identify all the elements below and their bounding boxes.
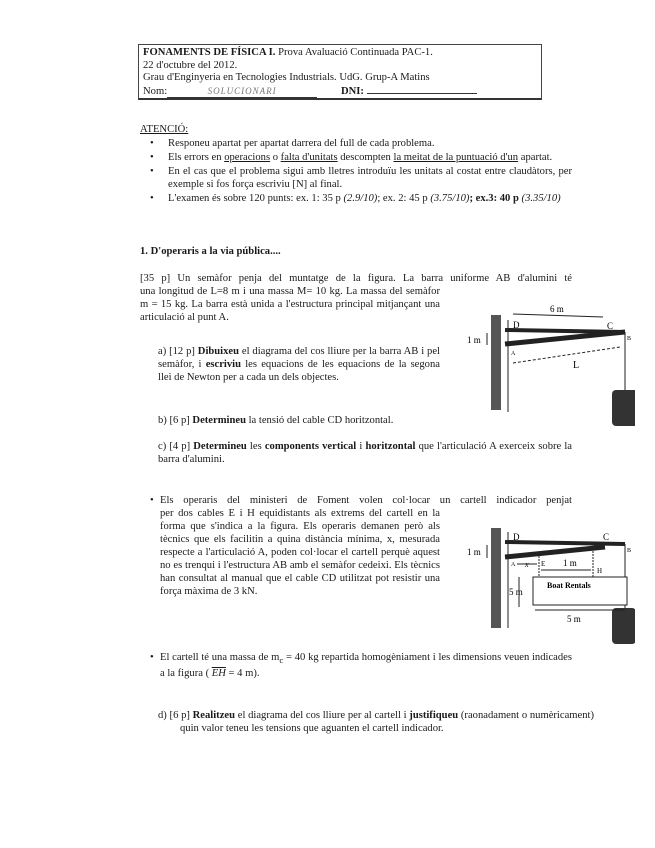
q-bold: Dibuixeu bbox=[197, 346, 240, 357]
q-text: el diagrama del cos lliure per la barra AB i pel semàfor, i bbox=[158, 346, 441, 370]
problem-title: 1. D'operaris a la via pública.... bbox=[140, 246, 281, 257]
q-text: c) [4 p] bbox=[158, 441, 194, 452]
exam-title: Prova Avaluació Continuada PAC-1. bbox=[275, 47, 433, 58]
bullet-text: El cartell té una massa de m bbox=[160, 652, 280, 663]
q-bold: components vertical bbox=[264, 441, 357, 452]
label-6m: 6 m bbox=[550, 304, 564, 314]
label-L: L bbox=[573, 360, 580, 371]
label-C: C bbox=[603, 532, 610, 542]
attention-text: apartat. bbox=[518, 152, 553, 163]
label-A: A bbox=[511, 351, 516, 357]
dni-label: DNI: bbox=[340, 85, 364, 97]
label-x: x bbox=[525, 560, 529, 569]
q-text: a) [12 p] bbox=[158, 346, 198, 357]
q-text: b) [6 p] bbox=[158, 415, 193, 426]
label-height: 5 m bbox=[509, 587, 523, 597]
figure-2-sign-structure bbox=[455, 522, 635, 647]
q-text: les bbox=[246, 441, 265, 452]
attention-text: descompten bbox=[337, 152, 394, 163]
attention-text: ; ex.3: 40 p bbox=[469, 193, 522, 204]
name-field[interactable]: SOLUCIONARI bbox=[167, 85, 317, 99]
underlined-text: falta d'unitats bbox=[280, 152, 338, 163]
attention-list bbox=[140, 137, 572, 206]
figure-1-traffic-light-structure bbox=[455, 300, 635, 430]
label-width: 5 m bbox=[567, 614, 581, 624]
label-1m: 1 m bbox=[467, 335, 481, 345]
attention-text: En el cas que el problema sigui amb lletres introduïu les unitats al costat entre claudàtors, per exemple si fos força escriviu [N] al final. bbox=[168, 166, 572, 190]
q-bold: justifiqueu bbox=[409, 710, 459, 721]
label-D: D bbox=[513, 320, 520, 330]
exam-header-box bbox=[138, 44, 542, 100]
q-bold: horitzontal bbox=[365, 441, 416, 452]
subscript: c bbox=[279, 655, 284, 666]
attention-text: Els errors en bbox=[168, 152, 225, 163]
degree-line: Grau d'Enginyeria en Tecnologies Industrials. UdG. Grup-A Matins bbox=[143, 72, 430, 83]
attention-item bbox=[140, 192, 572, 205]
question-b bbox=[158, 414, 393, 427]
attention-text: L'examen és sobre 120 punts: ex. 1: 35 p bbox=[168, 193, 344, 204]
wall-post bbox=[491, 315, 501, 410]
dim-6m bbox=[513, 314, 603, 317]
italic-text: (3.35/10) bbox=[521, 193, 561, 204]
attention-text: Responeu apartat per apartat darrera del full de cada problema. bbox=[168, 138, 435, 149]
italic-text: (2.9/10) bbox=[343, 193, 378, 204]
q-text: d) [6 p] bbox=[158, 710, 193, 721]
label-B: B bbox=[627, 336, 632, 342]
intro-first-line: [35 p] Un semàfor penja del muntatge de la figura. La barra uniforme AB d'alumini té bbox=[140, 273, 572, 284]
q-text: (raonadament o numèricament) quin valor teneu les tensions que aguanten el cartell indicador. bbox=[180, 710, 594, 734]
q-bold: Determineu bbox=[193, 441, 247, 452]
underlined-text: operacions bbox=[224, 152, 271, 163]
bullet-text: per dos cables E i H equidistants als extrems del cartell en la forma que s'indica a la figura. Els operaris demanen però als tècnics que els facilitin a quina distància mínima, x, mesurada respecte a l'articulació A, poden col·locar el cartell perquè aquest no es trenqui i l'estructura AB amb el semàfor cedeixi. Els tècnics han consultat al manual que el cable CD utilitzat pot resistir una força màxima de 3 kN. bbox=[160, 508, 440, 597]
attention-title: ATENCIÓ: bbox=[140, 124, 189, 135]
bullet-item bbox=[140, 651, 572, 680]
traffic-light-icon bbox=[612, 608, 635, 644]
label-eh-1m: 1 m bbox=[563, 558, 577, 568]
question-d bbox=[158, 709, 594, 735]
attention-text: ; ex. 2: 45 p bbox=[377, 193, 431, 204]
course-title: FONAMENTS DE FÍSICA I. bbox=[143, 47, 276, 58]
q-bold: Determineu bbox=[192, 415, 246, 426]
dni-field[interactable] bbox=[367, 93, 477, 94]
bar-ab bbox=[505, 332, 625, 344]
label-E: E bbox=[541, 560, 546, 568]
q-bold: Realitzeu bbox=[192, 710, 236, 721]
italic-text: (3.75/10) bbox=[430, 193, 470, 204]
intro-text: una longitud de L=8 m i una massa M= 10 kg. La massa del semàfor m = 15 kg. La barra està unida a l'estructura principal mitjançant una articulació al punt A. bbox=[140, 286, 440, 323]
name-label: Nom: bbox=[143, 85, 168, 97]
q-text: les equacions de les equacions de la segona llei de Newton per a cada un dels objectes. bbox=[158, 359, 440, 383]
attention-item bbox=[140, 165, 572, 191]
q-text: i bbox=[356, 441, 366, 452]
bar-ab bbox=[505, 547, 605, 557]
label-H: H bbox=[597, 567, 603, 575]
cable-cd bbox=[505, 542, 625, 544]
attention-text: o bbox=[270, 152, 281, 163]
bullet-first-line: • Els operaris del ministeri de Foment volen col·locar un cartell indicador penjat bbox=[160, 495, 572, 506]
segment-eh: $\overline{EH}$ bbox=[211, 668, 226, 680]
label-A: A bbox=[511, 562, 516, 568]
q-text: el diagrama del cos lliure per al cartell i bbox=[235, 710, 410, 721]
attention-item bbox=[140, 151, 572, 164]
label-B: B bbox=[627, 548, 632, 554]
q-text: que l'articulació A exerceix sobre la barra d'alumini. bbox=[158, 441, 573, 465]
wall-post bbox=[491, 528, 501, 628]
label-D: D bbox=[513, 532, 520, 542]
label-1m: 1 m bbox=[467, 547, 481, 557]
underlined-text: la meitat de la puntuació d'un bbox=[393, 152, 519, 163]
attention-item bbox=[140, 137, 572, 150]
q-text: la tensió del cable CD horitzontal. bbox=[245, 415, 394, 426]
exam-date: 22 d'octubre del 2012. bbox=[143, 59, 238, 71]
bullet-text: = 4 m). bbox=[225, 668, 260, 680]
dim-L bbox=[513, 347, 620, 363]
question-c bbox=[158, 440, 572, 466]
question-a bbox=[158, 345, 440, 384]
sign-text: Boat Rentals bbox=[547, 581, 591, 590]
label-C: C bbox=[607, 321, 614, 331]
bullet-2 bbox=[140, 651, 572, 681]
q-bold: escriviu bbox=[205, 359, 242, 370]
traffic-light-icon bbox=[612, 390, 635, 426]
bullet-text: = 40 kg repartida homogèniament i les dimensions veuen indicades a la figura ( bbox=[160, 652, 572, 680]
